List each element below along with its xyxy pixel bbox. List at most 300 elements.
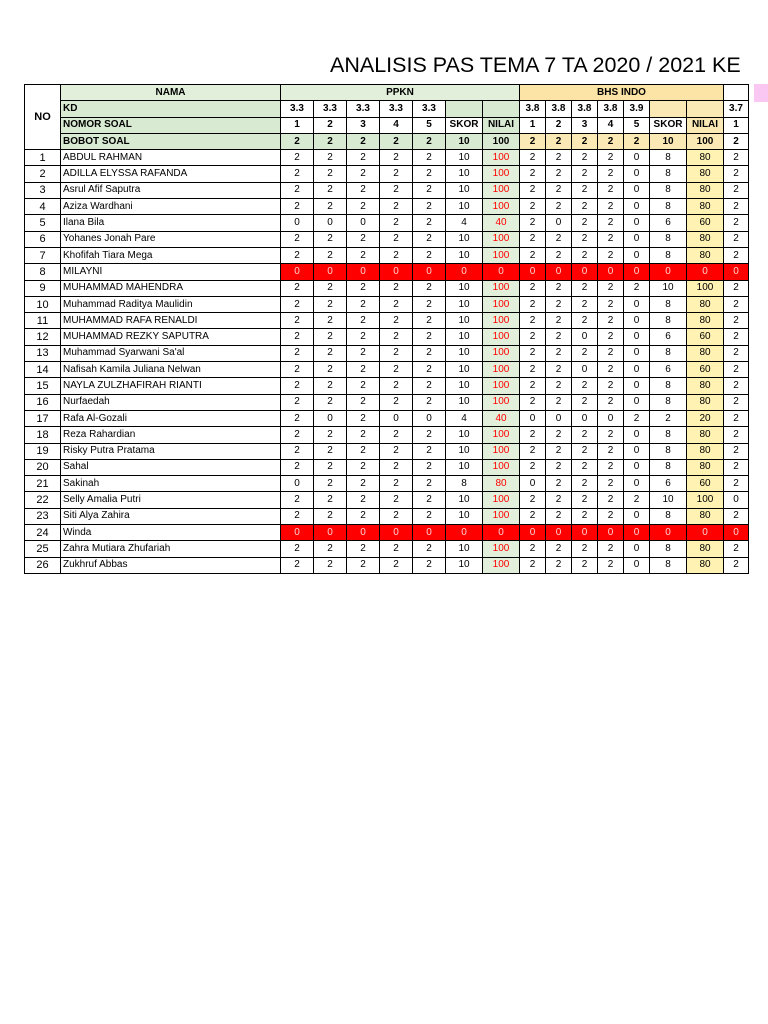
bhs-score-cell[interactable]: 0 — [598, 525, 624, 541]
ppkn-score-cell[interactable]: 2 — [314, 231, 347, 247]
ppkn-skor-cell[interactable]: 10 — [446, 541, 483, 557]
ppkn-nilai-cell[interactable]: 100 — [483, 345, 520, 361]
bhs-score-cell[interactable]: 2 — [546, 199, 572, 215]
ppkn-skor-cell[interactable]: 10 — [446, 492, 483, 508]
bhs-nilai-cell[interactable]: 80 — [687, 394, 724, 410]
ppkn-score-cell[interactable]: 0 — [380, 410, 413, 426]
ppkn-score-cell[interactable]: 2 — [347, 296, 380, 312]
bhs-skor-cell[interactable]: 8 — [650, 557, 687, 573]
extra-score-cell[interactable]: 2 — [724, 247, 749, 263]
student-name-cell[interactable]: Selly Amalia Putri — [61, 492, 281, 508]
ppkn-score-cell[interactable]: 2 — [314, 199, 347, 215]
ppkn-score-cell[interactable]: 2 — [347, 150, 380, 166]
ppkn-score-cell[interactable]: 2 — [413, 182, 446, 198]
bhs-nilai-cell[interactable]: 80 — [687, 199, 724, 215]
ppkn-skor-cell[interactable]: 10 — [446, 247, 483, 263]
extra-score-cell[interactable]: 2 — [724, 166, 749, 182]
bhs-score-cell[interactable]: 2 — [624, 492, 650, 508]
extra-score-cell[interactable]: 2 — [724, 541, 749, 557]
ppkn-score-cell[interactable]: 2 — [314, 247, 347, 263]
extra-score-cell[interactable]: 2 — [724, 362, 749, 378]
bhs-score-cell[interactable]: 0 — [624, 541, 650, 557]
ppkn-score-cell[interactable]: 2 — [314, 541, 347, 557]
bhs-score-cell[interactable]: 2 — [598, 247, 624, 263]
bhs-score-cell[interactable]: 0 — [598, 410, 624, 426]
ppkn-nilai-cell[interactable]: 100 — [483, 443, 520, 459]
extra-score-cell[interactable]: 2 — [724, 410, 749, 426]
bhs-score-cell[interactable]: 2 — [572, 459, 598, 475]
ppkn-score-cell[interactable]: 2 — [314, 166, 347, 182]
ppkn-score-cell[interactable]: 2 — [281, 427, 314, 443]
bhs-score-cell[interactable]: 2 — [572, 199, 598, 215]
bhs-nilai-cell[interactable]: 80 — [687, 508, 724, 524]
bhs-score-cell[interactable]: 2 — [546, 443, 572, 459]
bhs-score-cell[interactable]: 2 — [546, 313, 572, 329]
ppkn-score-cell[interactable]: 2 — [380, 443, 413, 459]
extra-score-cell[interactable]: 2 — [724, 199, 749, 215]
student-name-cell[interactable]: ABDUL RAHMAN — [61, 150, 281, 166]
bhs-score-cell[interactable]: 2 — [572, 443, 598, 459]
ppkn-score-cell[interactable]: 2 — [347, 280, 380, 296]
ppkn-nilai-cell[interactable]: 40 — [483, 215, 520, 231]
bhs-score-cell[interactable]: 0 — [520, 476, 546, 492]
ppkn-nilai-cell[interactable]: 80 — [483, 476, 520, 492]
bhs-score-cell[interactable]: 2 — [546, 557, 572, 573]
ppkn-score-cell[interactable]: 2 — [281, 150, 314, 166]
ppkn-score-cell[interactable]: 0 — [314, 264, 347, 280]
ppkn-nilai-cell[interactable]: 100 — [483, 329, 520, 345]
ppkn-score-cell[interactable]: 2 — [314, 459, 347, 475]
ppkn-score-cell[interactable]: 2 — [281, 231, 314, 247]
student-name-cell[interactable]: Sahal — [61, 459, 281, 475]
bhs-score-cell[interactable]: 2 — [520, 557, 546, 573]
bhs-score-cell[interactable]: 2 — [598, 557, 624, 573]
student-name-cell[interactable]: Nafisah Kamila Juliana Nelwan — [61, 362, 281, 378]
bhs-score-cell[interactable]: 2 — [572, 541, 598, 557]
ppkn-nilai-cell[interactable]: 100 — [483, 280, 520, 296]
ppkn-nilai-cell[interactable]: 100 — [483, 247, 520, 263]
bhs-nilai-cell[interactable]: 80 — [687, 557, 724, 573]
bhs-score-cell[interactable]: 0 — [624, 296, 650, 312]
ppkn-score-cell[interactable]: 0 — [413, 264, 446, 280]
ppkn-score-cell[interactable]: 2 — [413, 362, 446, 378]
ppkn-score-cell[interactable]: 2 — [380, 313, 413, 329]
ppkn-score-cell[interactable]: 2 — [413, 427, 446, 443]
bhs-score-cell[interactable]: 2 — [598, 313, 624, 329]
extra-score-cell[interactable]: 2 — [724, 329, 749, 345]
ppkn-score-cell[interactable]: 2 — [347, 231, 380, 247]
ppkn-nilai-cell[interactable]: 100 — [483, 296, 520, 312]
bhs-score-cell[interactable]: 2 — [546, 476, 572, 492]
row-number-cell[interactable]: 1 — [25, 150, 61, 166]
ppkn-score-cell[interactable]: 2 — [314, 345, 347, 361]
bhs-score-cell[interactable]: 0 — [624, 329, 650, 345]
row-number-cell[interactable]: 9 — [25, 280, 61, 296]
ppkn-score-cell[interactable]: 2 — [314, 362, 347, 378]
ppkn-skor-cell[interactable]: 10 — [446, 557, 483, 573]
student-name-cell[interactable]: Yohanes Jonah Pare — [61, 231, 281, 247]
bhs-score-cell[interactable]: 2 — [520, 508, 546, 524]
ppkn-score-cell[interactable]: 2 — [380, 247, 413, 263]
ppkn-skor-cell[interactable]: 10 — [446, 345, 483, 361]
row-number-cell[interactable]: 17 — [25, 410, 61, 426]
ppkn-score-cell[interactable]: 2 — [413, 280, 446, 296]
extra-score-cell[interactable]: 2 — [724, 443, 749, 459]
row-number-cell[interactable]: 8 — [25, 264, 61, 280]
ppkn-score-cell[interactable]: 2 — [413, 215, 446, 231]
ppkn-score-cell[interactable]: 2 — [347, 345, 380, 361]
bhs-score-cell[interactable]: 2 — [520, 296, 546, 312]
bhs-score-cell[interactable]: 2 — [598, 182, 624, 198]
ppkn-score-cell[interactable]: 2 — [281, 199, 314, 215]
student-name-cell[interactable]: Reza Rahardian — [61, 427, 281, 443]
bhs-score-cell[interactable]: 2 — [598, 541, 624, 557]
ppkn-score-cell[interactable]: 2 — [347, 394, 380, 410]
bhs-score-cell[interactable]: 2 — [598, 296, 624, 312]
bhs-score-cell[interactable]: 2 — [572, 247, 598, 263]
bhs-score-cell[interactable]: 2 — [520, 459, 546, 475]
bhs-score-cell[interactable]: 2 — [546, 378, 572, 394]
ppkn-score-cell[interactable]: 2 — [380, 508, 413, 524]
ppkn-score-cell[interactable]: 2 — [281, 508, 314, 524]
bhs-score-cell[interactable]: 0 — [624, 378, 650, 394]
ppkn-score-cell[interactable]: 0 — [281, 215, 314, 231]
bhs-nilai-cell[interactable]: 80 — [687, 247, 724, 263]
ppkn-score-cell[interactable]: 2 — [347, 166, 380, 182]
bhs-skor-cell[interactable]: 8 — [650, 247, 687, 263]
row-number-cell[interactable]: 2 — [25, 166, 61, 182]
ppkn-score-cell[interactable]: 2 — [347, 459, 380, 475]
student-name-cell[interactable]: NAYLA ZULZHAFIRAH RIANTI — [61, 378, 281, 394]
bhs-score-cell[interactable]: 2 — [598, 329, 624, 345]
bhs-score-cell[interactable]: 2 — [572, 394, 598, 410]
row-number-cell[interactable]: 22 — [25, 492, 61, 508]
bhs-score-cell[interactable]: 2 — [572, 476, 598, 492]
bhs-score-cell[interactable]: 0 — [624, 459, 650, 475]
bhs-score-cell[interactable]: 0 — [572, 329, 598, 345]
bhs-score-cell[interactable]: 2 — [598, 150, 624, 166]
bhs-score-cell[interactable]: 2 — [520, 280, 546, 296]
ppkn-score-cell[interactable]: 2 — [380, 362, 413, 378]
row-number-cell[interactable]: 3 — [25, 182, 61, 198]
ppkn-skor-cell[interactable]: 10 — [446, 443, 483, 459]
bhs-score-cell[interactable]: 0 — [572, 525, 598, 541]
ppkn-score-cell[interactable]: 2 — [281, 313, 314, 329]
ppkn-skor-cell[interactable]: 10 — [446, 280, 483, 296]
bhs-score-cell[interactable]: 2 — [520, 199, 546, 215]
ppkn-score-cell[interactable]: 2 — [413, 508, 446, 524]
bhs-nilai-cell[interactable]: 80 — [687, 378, 724, 394]
ppkn-score-cell[interactable]: 2 — [413, 329, 446, 345]
ppkn-score-cell[interactable]: 2 — [380, 182, 413, 198]
ppkn-score-cell[interactable]: 2 — [347, 378, 380, 394]
ppkn-score-cell[interactable]: 2 — [413, 443, 446, 459]
bhs-score-cell[interactable]: 0 — [624, 345, 650, 361]
bhs-score-cell[interactable]: 0 — [624, 231, 650, 247]
bhs-score-cell[interactable]: 2 — [598, 199, 624, 215]
ppkn-score-cell[interactable]: 2 — [413, 492, 446, 508]
row-number-cell[interactable]: 18 — [25, 427, 61, 443]
ppkn-score-cell[interactable]: 2 — [281, 492, 314, 508]
bhs-score-cell[interactable]: 2 — [546, 166, 572, 182]
bhs-score-cell[interactable]: 2 — [520, 313, 546, 329]
row-number-cell[interactable]: 20 — [25, 459, 61, 475]
bhs-skor-cell[interactable]: 8 — [650, 150, 687, 166]
ppkn-skor-cell[interactable]: 10 — [446, 378, 483, 394]
bhs-score-cell[interactable]: 2 — [598, 476, 624, 492]
ppkn-score-cell[interactable]: 0 — [281, 525, 314, 541]
bhs-skor-cell[interactable]: 8 — [650, 378, 687, 394]
extra-score-cell[interactable]: 2 — [724, 280, 749, 296]
ppkn-score-cell[interactable]: 2 — [347, 362, 380, 378]
bhs-nilai-cell[interactable]: 80 — [687, 166, 724, 182]
bhs-score-cell[interactable]: 2 — [520, 492, 546, 508]
ppkn-score-cell[interactable]: 2 — [347, 247, 380, 263]
row-number-cell[interactable]: 16 — [25, 394, 61, 410]
ppkn-score-cell[interactable]: 2 — [413, 313, 446, 329]
student-name-cell[interactable]: MUHAMMAD RAFA RENALDI — [61, 313, 281, 329]
extra-score-cell[interactable]: 0 — [724, 525, 749, 541]
ppkn-nilai-cell[interactable]: 100 — [483, 508, 520, 524]
row-number-cell[interactable]: 15 — [25, 378, 61, 394]
bhs-skor-cell[interactable]: 8 — [650, 345, 687, 361]
bhs-skor-cell[interactable]: 8 — [650, 199, 687, 215]
ppkn-score-cell[interactable]: 2 — [413, 150, 446, 166]
ppkn-score-cell[interactable]: 2 — [347, 410, 380, 426]
ppkn-nilai-cell[interactable]: 40 — [483, 410, 520, 426]
bhs-nilai-cell[interactable]: 100 — [687, 280, 724, 296]
ppkn-score-cell[interactable]: 2 — [347, 557, 380, 573]
ppkn-score-cell[interactable]: 0 — [413, 525, 446, 541]
bhs-score-cell[interactable]: 2 — [624, 280, 650, 296]
ppkn-skor-cell[interactable]: 10 — [446, 459, 483, 475]
ppkn-score-cell[interactable]: 2 — [281, 394, 314, 410]
ppkn-nilai-cell[interactable]: 100 — [483, 557, 520, 573]
ppkn-score-cell[interactable]: 0 — [314, 215, 347, 231]
bhs-score-cell[interactable]: 0 — [624, 215, 650, 231]
student-name-cell[interactable]: Aziza Wardhani — [61, 199, 281, 215]
ppkn-score-cell[interactable]: 2 — [380, 492, 413, 508]
ppkn-skor-cell[interactable]: 10 — [446, 427, 483, 443]
student-name-cell[interactable]: MUHAMMAD REZKY SAPUTRA — [61, 329, 281, 345]
ppkn-skor-cell[interactable]: 10 — [446, 296, 483, 312]
ppkn-score-cell[interactable]: 0 — [347, 264, 380, 280]
bhs-nilai-cell[interactable]: 80 — [687, 231, 724, 247]
ppkn-score-cell[interactable]: 2 — [413, 345, 446, 361]
ppkn-score-cell[interactable]: 2 — [314, 427, 347, 443]
ppkn-score-cell[interactable]: 2 — [281, 362, 314, 378]
extra-score-cell[interactable]: 2 — [724, 182, 749, 198]
ppkn-score-cell[interactable]: 2 — [281, 166, 314, 182]
bhs-nilai-cell[interactable]: 80 — [687, 541, 724, 557]
bhs-score-cell[interactable]: 2 — [520, 378, 546, 394]
bhs-score-cell[interactable]: 0 — [624, 443, 650, 459]
bhs-score-cell[interactable]: 2 — [598, 215, 624, 231]
ppkn-score-cell[interactable]: 2 — [281, 459, 314, 475]
row-number-cell[interactable]: 12 — [25, 329, 61, 345]
bhs-score-cell[interactable]: 0 — [624, 199, 650, 215]
row-number-cell[interactable]: 24 — [25, 525, 61, 541]
ppkn-nilai-cell[interactable]: 100 — [483, 199, 520, 215]
bhs-score-cell[interactable]: 2 — [572, 215, 598, 231]
bhs-score-cell[interactable]: 2 — [572, 345, 598, 361]
extra-score-cell[interactable]: 2 — [724, 215, 749, 231]
bhs-skor-cell[interactable]: 8 — [650, 459, 687, 475]
bhs-score-cell[interactable]: 2 — [546, 329, 572, 345]
bhs-score-cell[interactable]: 2 — [520, 394, 546, 410]
bhs-score-cell[interactable]: 2 — [520, 182, 546, 198]
ppkn-score-cell[interactable]: 0 — [380, 525, 413, 541]
pink-header-cell[interactable] — [754, 84, 768, 102]
extra-score-cell[interactable]: 2 — [724, 231, 749, 247]
ppkn-skor-cell[interactable]: 8 — [446, 476, 483, 492]
bhs-nilai-cell[interactable]: 80 — [687, 427, 724, 443]
ppkn-score-cell[interactable]: 2 — [314, 313, 347, 329]
extra-score-cell[interactable]: 2 — [724, 508, 749, 524]
ppkn-score-cell[interactable]: 2 — [380, 427, 413, 443]
bhs-score-cell[interactable]: 2 — [520, 166, 546, 182]
student-name-cell[interactable]: Risky Putra Pratama — [61, 443, 281, 459]
bhs-score-cell[interactable]: 2 — [598, 345, 624, 361]
ppkn-score-cell[interactable]: 2 — [380, 557, 413, 573]
ppkn-skor-cell[interactable]: 10 — [446, 182, 483, 198]
ppkn-nilai-cell[interactable]: 100 — [483, 427, 520, 443]
ppkn-score-cell[interactable]: 2 — [380, 345, 413, 361]
bhs-score-cell[interactable]: 2 — [598, 394, 624, 410]
bhs-score-cell[interactable]: 0 — [624, 427, 650, 443]
bhs-skor-cell[interactable]: 6 — [650, 215, 687, 231]
ppkn-nilai-cell[interactable]: 100 — [483, 231, 520, 247]
ppkn-score-cell[interactable]: 2 — [413, 459, 446, 475]
row-number-cell[interactable]: 23 — [25, 508, 61, 524]
bhs-nilai-cell[interactable]: 0 — [687, 525, 724, 541]
ppkn-score-cell[interactable]: 2 — [314, 394, 347, 410]
bhs-score-cell[interactable]: 0 — [520, 525, 546, 541]
ppkn-score-cell[interactable]: 2 — [380, 166, 413, 182]
ppkn-score-cell[interactable]: 2 — [281, 345, 314, 361]
bhs-score-cell[interactable]: 2 — [624, 410, 650, 426]
bhs-nilai-cell[interactable]: 80 — [687, 296, 724, 312]
ppkn-score-cell[interactable]: 2 — [347, 476, 380, 492]
ppkn-score-cell[interactable]: 2 — [347, 182, 380, 198]
bhs-skor-cell[interactable]: 6 — [650, 362, 687, 378]
bhs-score-cell[interactable]: 2 — [520, 345, 546, 361]
student-name-cell[interactable]: Rafa Al-Gozali — [61, 410, 281, 426]
student-name-cell[interactable]: Muhammad Raditya Maulidin — [61, 296, 281, 312]
bhs-score-cell[interactable]: 0 — [546, 410, 572, 426]
extra-score-cell[interactable]: 2 — [724, 296, 749, 312]
bhs-score-cell[interactable]: 2 — [546, 362, 572, 378]
ppkn-score-cell[interactable]: 0 — [281, 476, 314, 492]
bhs-skor-cell[interactable]: 0 — [650, 525, 687, 541]
ppkn-nilai-cell[interactable]: 100 — [483, 182, 520, 198]
ppkn-skor-cell[interactable]: 4 — [446, 410, 483, 426]
bhs-score-cell[interactable]: 0 — [624, 264, 650, 280]
student-name-cell[interactable]: Sakinah — [61, 476, 281, 492]
bhs-nilai-cell[interactable]: 0 — [687, 264, 724, 280]
ppkn-skor-cell[interactable]: 10 — [446, 150, 483, 166]
bhs-score-cell[interactable]: 2 — [546, 541, 572, 557]
ppkn-nilai-cell[interactable]: 100 — [483, 166, 520, 182]
student-name-cell[interactable]: Ilana Bila — [61, 215, 281, 231]
ppkn-score-cell[interactable]: 2 — [380, 296, 413, 312]
ppkn-score-cell[interactable]: 0 — [281, 264, 314, 280]
ppkn-score-cell[interactable]: 2 — [413, 378, 446, 394]
ppkn-nilai-cell[interactable]: 100 — [483, 313, 520, 329]
ppkn-score-cell[interactable]: 2 — [314, 443, 347, 459]
ppkn-score-cell[interactable]: 2 — [281, 378, 314, 394]
bhs-score-cell[interactable]: 2 — [520, 329, 546, 345]
row-number-cell[interactable]: 11 — [25, 313, 61, 329]
ppkn-score-cell[interactable]: 2 — [314, 508, 347, 524]
bhs-nilai-cell[interactable]: 60 — [687, 362, 724, 378]
ppkn-score-cell[interactable]: 2 — [314, 280, 347, 296]
extra-score-cell[interactable]: 2 — [724, 427, 749, 443]
extra-score-cell[interactable]: 2 — [724, 557, 749, 573]
extra-score-cell[interactable]: 2 — [724, 150, 749, 166]
bhs-nilai-cell[interactable]: 80 — [687, 150, 724, 166]
bhs-score-cell[interactable]: 2 — [546, 427, 572, 443]
bhs-score-cell[interactable]: 0 — [624, 476, 650, 492]
student-name-cell[interactable]: Siti Alya Zahira — [61, 508, 281, 524]
bhs-score-cell[interactable]: 2 — [598, 231, 624, 247]
ppkn-score-cell[interactable]: 2 — [413, 557, 446, 573]
bhs-score-cell[interactable]: 0 — [624, 166, 650, 182]
extra-score-cell[interactable]: 2 — [724, 345, 749, 361]
bhs-nilai-cell[interactable]: 60 — [687, 476, 724, 492]
ppkn-score-cell[interactable]: 2 — [281, 410, 314, 426]
ppkn-skor-cell[interactable]: 10 — [446, 313, 483, 329]
row-number-cell[interactable]: 4 — [25, 199, 61, 215]
row-number-cell[interactable]: 14 — [25, 362, 61, 378]
student-name-cell[interactable]: Asrul Afif Saputra — [61, 182, 281, 198]
bhs-score-cell[interactable]: 0 — [624, 247, 650, 263]
bhs-nilai-cell[interactable]: 100 — [687, 492, 724, 508]
student-name-cell[interactable]: Zahra Mutiara Zhufariah — [61, 541, 281, 557]
ppkn-nilai-cell[interactable]: 100 — [483, 378, 520, 394]
bhs-score-cell[interactable]: 2 — [546, 296, 572, 312]
bhs-skor-cell[interactable]: 8 — [650, 313, 687, 329]
ppkn-score-cell[interactable]: 2 — [380, 199, 413, 215]
bhs-nilai-cell[interactable]: 20 — [687, 410, 724, 426]
ppkn-score-cell[interactable]: 0 — [380, 264, 413, 280]
ppkn-score-cell[interactable]: 2 — [314, 182, 347, 198]
student-name-cell[interactable]: Zukhruf Abbas — [61, 557, 281, 573]
extra-score-cell[interactable]: 2 — [724, 394, 749, 410]
ppkn-score-cell[interactable]: 2 — [314, 329, 347, 345]
row-number-cell[interactable]: 21 — [25, 476, 61, 492]
ppkn-score-cell[interactable]: 2 — [347, 492, 380, 508]
ppkn-skor-cell[interactable]: 10 — [446, 362, 483, 378]
bhs-score-cell[interactable]: 0 — [624, 182, 650, 198]
ppkn-skor-cell[interactable]: 10 — [446, 329, 483, 345]
bhs-score-cell[interactable]: 0 — [520, 410, 546, 426]
bhs-score-cell[interactable]: 2 — [598, 280, 624, 296]
ppkn-score-cell[interactable]: 2 — [413, 231, 446, 247]
ppkn-score-cell[interactable]: 2 — [380, 150, 413, 166]
student-name-cell[interactable]: ADILLA ELYSSA RAFANDA — [61, 166, 281, 182]
ppkn-skor-cell[interactable]: 10 — [446, 231, 483, 247]
bhs-skor-cell[interactable]: 10 — [650, 280, 687, 296]
student-name-cell[interactable]: MUHAMMAD MAHENDRA — [61, 280, 281, 296]
bhs-score-cell[interactable]: 0 — [572, 362, 598, 378]
bhs-score-cell[interactable]: 0 — [624, 362, 650, 378]
ppkn-score-cell[interactable]: 2 — [413, 199, 446, 215]
ppkn-score-cell[interactable]: 2 — [281, 329, 314, 345]
ppkn-score-cell[interactable]: 2 — [413, 394, 446, 410]
ppkn-score-cell[interactable]: 2 — [347, 508, 380, 524]
ppkn-score-cell[interactable]: 2 — [380, 394, 413, 410]
